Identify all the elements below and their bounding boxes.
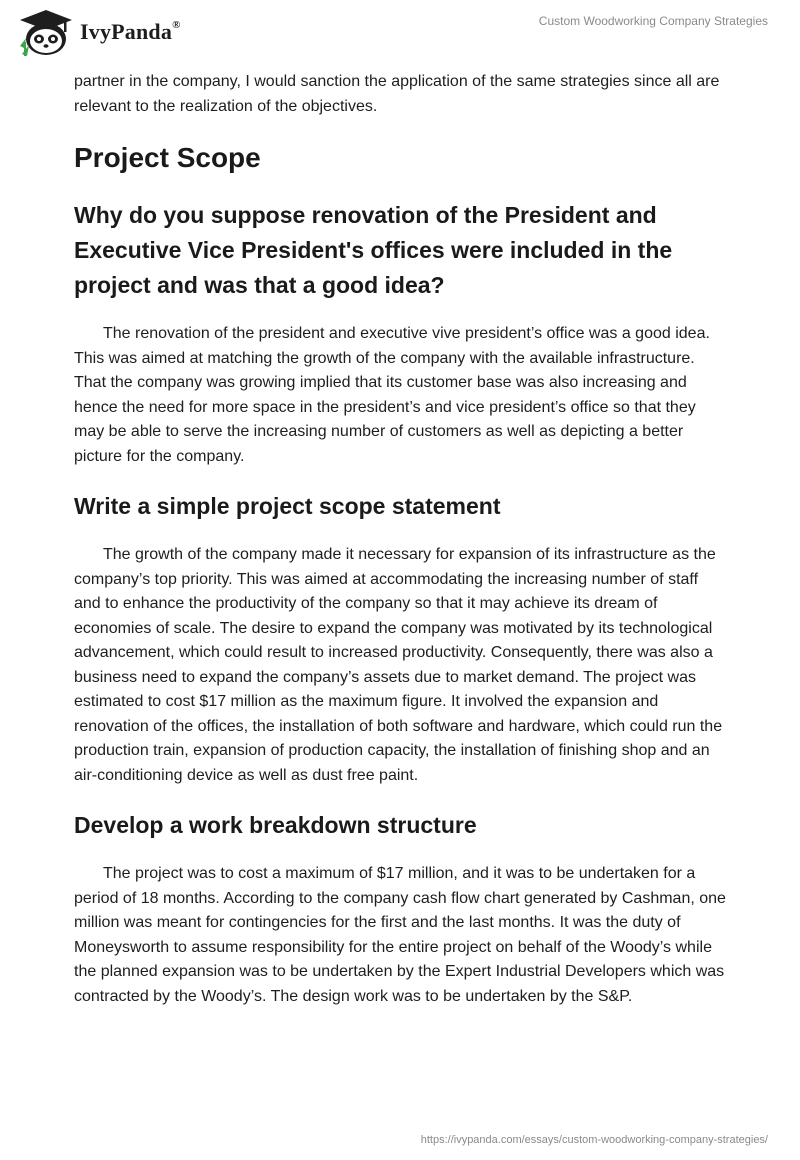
ivypanda-logo-icon[interactable]	[14, 8, 78, 58]
document-title: Custom Woodworking Company Strategies	[538, 14, 768, 28]
brand-text: IvyPanda	[80, 19, 173, 44]
question-1-heading: Why do you suppose renovation of the President and Executive Vice President's offices were included in the project and was that a good idea?	[74, 202, 673, 298]
question-2-answer: The growth of the company made it necessary for expansion of its infrastructure as the company’s top priority. This was aimed at accommodating the increasing number of staff and to enhance the productivity of the company so that it may achieve its dream of economies of scale. The desire to expand the company was motivated by its technological advancement, which could result to increased productivity. Consequently, there was also a business need to expand the company’s assets due to market demand. The project was estimated to cost $17 million as the maximum figure. It involved the expansion and renovation of the offices, the installation of both software and hardware, which could run the production train, expansion of production capacity, the installation of finishing shop and an air-conditioning device as well as dust free paint.	[74, 546, 723, 784]
intro-paragraph: partner in the company, I would sanction the application of the same strategies since all are relevant to the realization of the objectives.	[74, 73, 720, 115]
page-header	[0, 0, 800, 64]
question-3-heading: Develop a work breakdown structure	[74, 812, 477, 838]
section-title: Project Scope	[74, 142, 261, 173]
brand-registered-mark: ®	[172, 18, 181, 31]
question-1-answer: The renovation of the president and executive vive president’s office was a good idea. This was aimed at matching the growth of the company with the available infrastructure. That the company was growing implied that its customer base was also increasing and hence the need for more space in the president’s and vice president’s office so that they may be able to serve the increasing number of customers as well as depicting a better picture for the company.	[74, 325, 710, 465]
question-2-heading: Write a simple project scope statement	[74, 493, 501, 519]
question-3-answer: The project was to cost a maximum of $17 million, and it was to be undertaken for a period of 18 months. According to the company cash flow chart generated by Cashman, one million was meant for contingencies for the first and the last months. It was the duty of Moneysworth to assume responsibility for the entire project on behalf of the Woody’s while the planned expansion was to be undertaken by the Expert Industrial Developers which was contracted by the Woody’s. The design work was to be undertaken by the S&P.	[74, 865, 726, 1005]
brand-name[interactable]	[80, 19, 181, 45]
article-body	[74, 70, 728, 1009]
footer-url-link[interactable]: https://ivypanda.com/essays/custom-woodworking-company-strategies/	[420, 1134, 768, 1146]
